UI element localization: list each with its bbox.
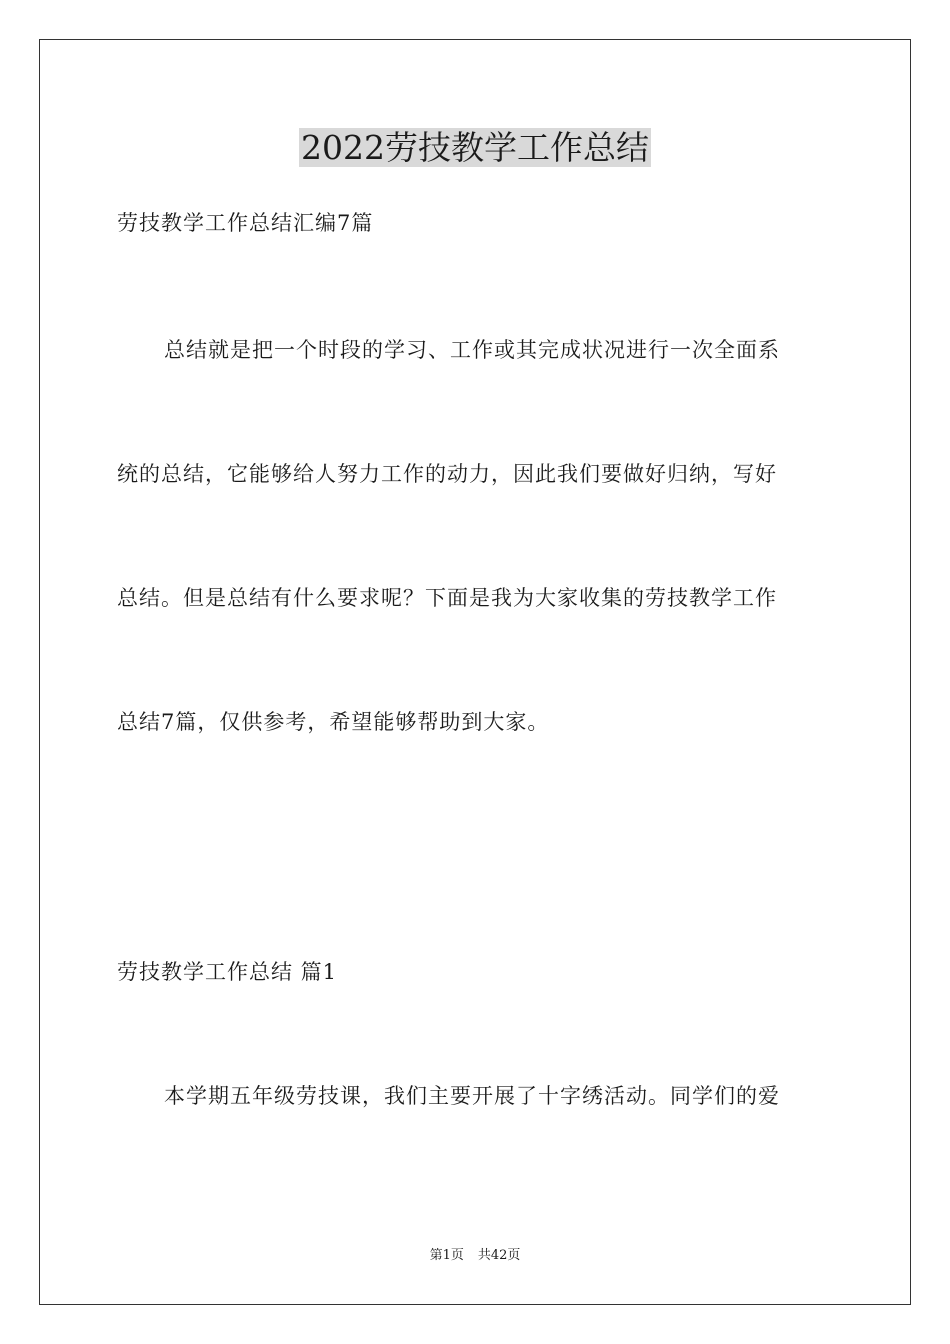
section-heading: 劳技教学工作总结 篇1 (117, 960, 338, 984)
intro-line-4: 总结7篇，仅供参考，希望能够帮助到大家。 (117, 710, 550, 734)
intro-line-3: 总结。但是总结有什么要求呢？下面是我为大家收集的劳技教学工作 (117, 586, 777, 610)
page-footer (0, 1247, 950, 1265)
page-current: 第1页 (429, 1248, 464, 1263)
intro-line-1: 总结就是把一个时段的学习、工作或其完成状况进行一次全面系 (164, 338, 780, 362)
document-title (0, 128, 950, 168)
document-subtitle: 劳技教学工作总结汇编7篇 (117, 211, 374, 235)
page-total: 共42页 (477, 1248, 521, 1263)
intro-line-2: 统的总结，它能够给人努力工作的动力，因此我们要做好归纳，写好 (117, 462, 777, 486)
section-line-1: 本学期五年级劳技课，我们主要开展了十字绣活动。同学们的爱 (164, 1084, 780, 1108)
title-text: 2022劳技教学工作总结 (301, 128, 649, 167)
